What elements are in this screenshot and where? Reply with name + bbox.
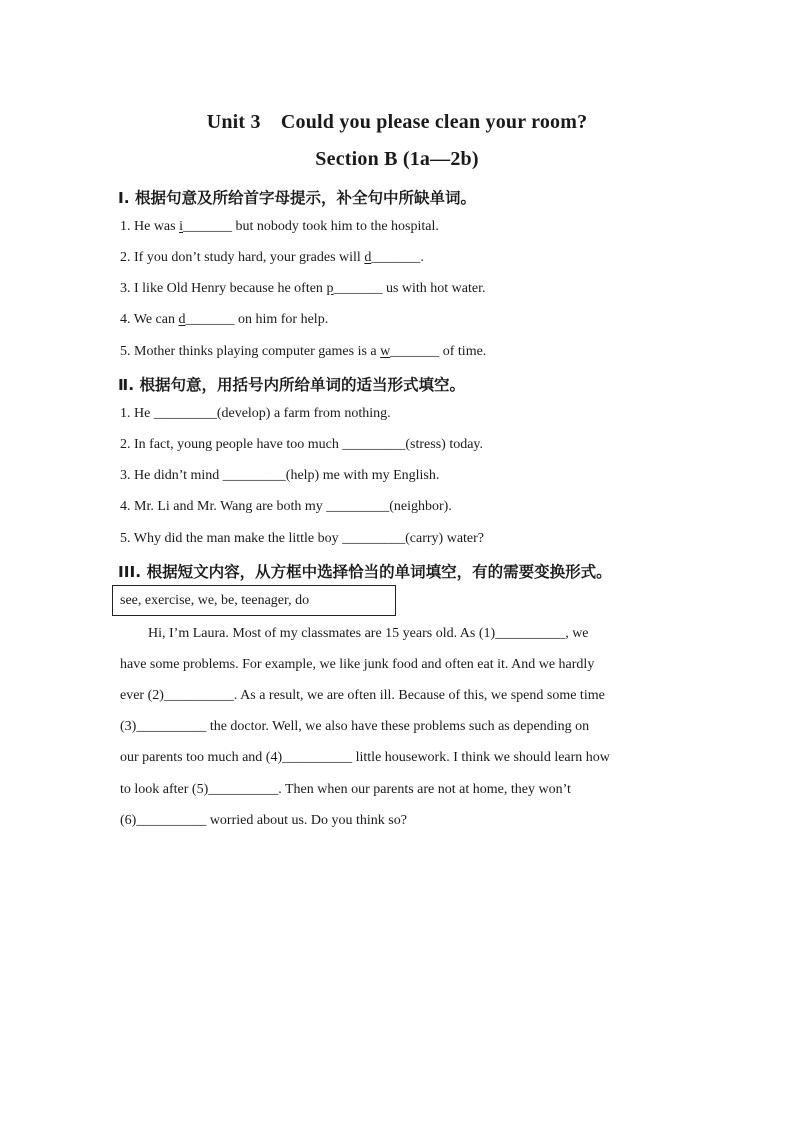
passage-line: to look after (5)__________. Then when our parents are not at home, they won’t: [120, 782, 571, 797]
answer-blank[interactable]: _______: [390, 344, 440, 359]
answer-blank[interactable]: _______: [333, 281, 383, 296]
initial-letter: i: [179, 219, 183, 234]
initial-letter: p: [326, 281, 334, 296]
passage-line: (6)__________ worried about us. Do you think so?: [120, 813, 407, 828]
page-subtitle: Section B (1a—2b): [315, 148, 479, 170]
part1-question: [120, 344, 486, 360]
question-text: 5. Mother thinks playing computer games is a: [120, 344, 381, 359]
question-text: 4. We can: [120, 312, 179, 327]
part1-heading: Ⅰ. 根据句意及所给首字母提示，补全句中所缺单词。: [118, 189, 477, 207]
page-title: Unit 3 Could you please clean your room?: [206, 111, 588, 133]
question-text: but nobody took him to the hospital.: [232, 219, 439, 234]
part2-question: 4. Mr. Li and Mr. Wang are both my _________(neighbor).: [120, 499, 452, 514]
initial-letter: d: [364, 250, 372, 265]
question-text: us with hot water.: [382, 281, 486, 296]
word-box: see, exercise, we, be, teenager, do: [112, 585, 396, 616]
answer-blank[interactable]: _______: [183, 219, 232, 234]
question-text: on him for help.: [234, 312, 329, 327]
question-text: 1. He was: [120, 219, 180, 234]
answer-blank[interactable]: _______: [185, 312, 235, 327]
question-text: 2. If you don’t study hard, your grades will: [120, 250, 365, 265]
question-text: 3. I like Old Henry because he often: [120, 281, 327, 296]
part1-question: [120, 281, 485, 297]
passage-line: Hi, I’m Laura. Most of my classmates are 15 years old. As (1)__________, we: [148, 626, 589, 641]
passage-line: our parents too much and (4)__________ little housework. I think we should learn how: [120, 750, 610, 765]
part3-heading: III. 根据短文内容，从方框中选择恰当的单词填空，有的需要变换形式。: [118, 563, 612, 581]
part2-question: 5. Why did the man make the little boy _________(carry) water?: [120, 531, 485, 546]
initial-letter: d: [178, 312, 186, 327]
part1-question: [120, 219, 439, 235]
initial-letter: w: [380, 344, 391, 359]
answer-blank[interactable]: _______: [371, 250, 421, 265]
part2-question: 2. In fact, young people have too much _________(stress) today.: [120, 437, 484, 452]
part2-question: 3. He didn’t mind _________(help) me with my English.: [120, 468, 440, 483]
part2-question: 1. He _________(develop) a farm from nothing.: [120, 406, 391, 421]
passage-line: have some problems. For example, we like junk food and often eat it. And we hardly: [120, 657, 595, 672]
question-text: .: [420, 250, 424, 265]
passage-line: (3)__________ the doctor. Well, we also have these problems such as depending on: [120, 719, 590, 734]
part1-question: [120, 312, 328, 328]
question-text: of time.: [439, 344, 487, 359]
passage-line: ever (2)__________. As a result, we are often ill. Because of this, we spend some time: [120, 688, 605, 703]
part1-question: [120, 250, 424, 266]
part2-heading: Ⅱ. 根据句意，用括号内所给单词的适当形式填空。: [118, 376, 465, 394]
